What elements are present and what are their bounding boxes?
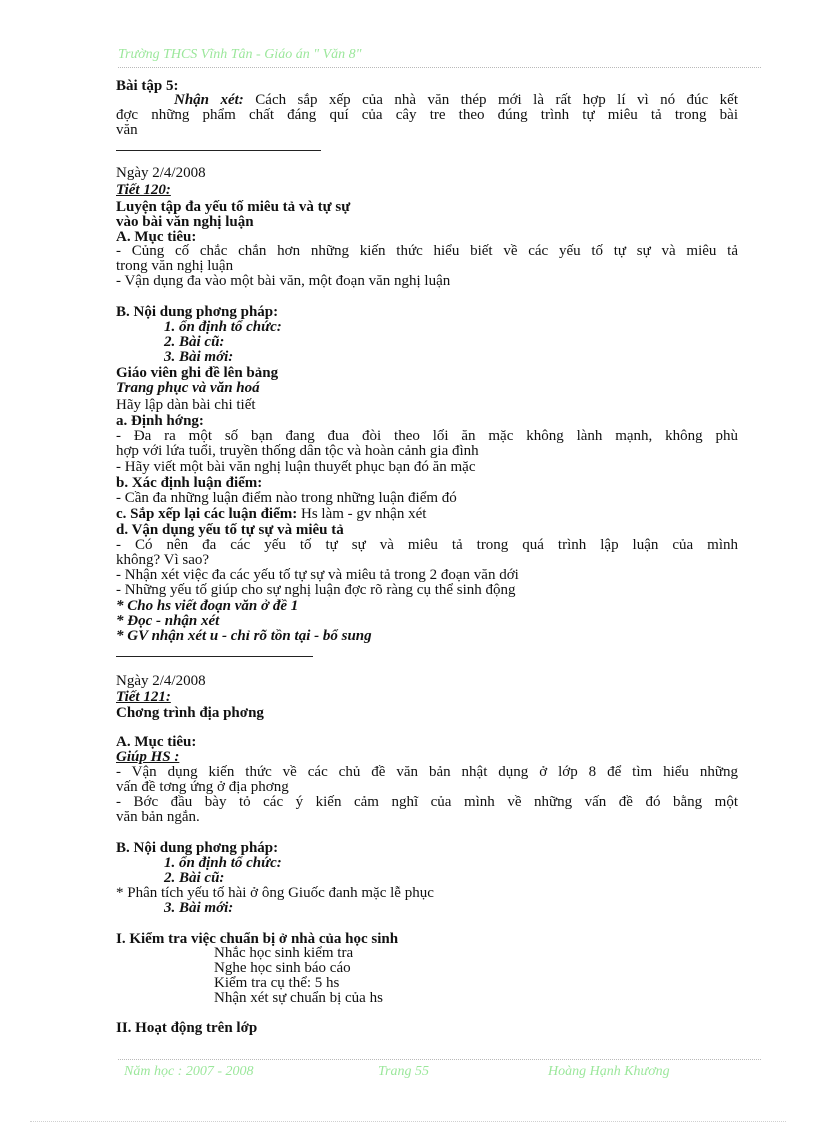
lesson120-apply-heading: d. Vận dụng yếu tố tự sự và miêu tả <box>116 522 344 538</box>
lesson121-check-2: Nghe học sinh báo cáo <box>214 960 351 976</box>
lesson120-apply-2: không? Vì sao? <box>116 552 210 568</box>
comment-line-1 <box>116 93 738 108</box>
lesson120-objective-1b: trong văn nghị luận <box>116 258 234 274</box>
lesson120-topic: Trang phục và văn hoá <box>116 380 260 396</box>
footer-author: Hoàng Hạnh Khương <box>548 1064 670 1079</box>
lesson121-analysis: * Phân tích yếu tố hài ở ông Giuốc đanh mặc lễ phục <box>116 885 434 901</box>
comment-line-3: văn <box>116 122 138 138</box>
lesson121-check-3: Kiểm tra cụ thể: 5 hs <box>214 975 340 991</box>
lesson120-arrange-heading: c. Sắp xếp lại các luận điểm: <box>116 506 298 522</box>
footer-rule <box>118 1059 761 1060</box>
lesson120-arrange-text: Hs làm - gv nhận xét <box>297 506 427 522</box>
page-header: Trường THCS Vĩnh Tân - Giáo án " Văn 8" <box>118 47 362 62</box>
lesson121-objectives-heading: A. Mục tiêu: <box>116 734 197 750</box>
exercise-title: Bài tập 5: <box>116 78 179 94</box>
lesson121-obj-1b: vấn đề tơng ứng ở địa phơng <box>116 779 289 795</box>
comment-text: Cách sắp xếp của nhà văn thép mới là rất hợp lí vì nó đúc kết <box>243 92 738 108</box>
lesson120-apply-1: - Có nên đa các yếu tố tự sự và miêu tả trong quá trình lập luận của mình <box>116 537 738 553</box>
lesson121-content-heading: B. Nội dung phơng pháp: <box>116 840 279 856</box>
lesson121-date: Ngày 2/4/2008 <box>116 673 206 689</box>
lesson120-orientation-3: - Hãy viết một bài văn nghị luận thuyết phục bạn đó ăn mặc <box>116 459 476 475</box>
lesson121-title: Chơng trình địa phơng <box>116 705 264 721</box>
footer-year: Năm học : 2007 - 2008 <box>124 1064 254 1079</box>
comment-label: Nhận xét: <box>174 92 244 108</box>
lesson120-orientation-2: hợp với lứa tuổi, truyền thống dân tộc và hoàn cảnh gia đình <box>116 443 479 459</box>
comment-line-2: đợc những phẩm chất đáng quí của cây tre theo đúng trình tự miêu tả trong bài <box>116 107 738 123</box>
lesson120-step-1: 1. ổn định tổ chức: <box>164 319 282 335</box>
lesson120-arrange <box>116 507 426 522</box>
lesson121-obj-1a: - Vận dụng kiến thức về các chủ đề văn bản nhật dụng ở lớp 8 để tìm hiểu những <box>116 764 738 780</box>
lesson121-step-1: 1. ổn định tổ chức: <box>164 855 282 871</box>
lesson120-teacher-note: Giáo viên ghi đề lên bảng <box>116 365 279 381</box>
lesson120-star-1: * Cho hs viết đoạn văn ở đề 1 <box>116 598 299 614</box>
lesson120-star-3: * GV nhận xét u - chỉ rõ tồn tại - bổ sung <box>116 628 372 644</box>
lesson120-outline: Hãy lập dàn bài chi tiết <box>116 397 256 413</box>
lesson120-period: Tiết 120: <box>116 182 171 198</box>
lesson121-check-heading: I. Kiểm tra việc chuẩn bị ở nhà của học sinh <box>116 931 399 947</box>
page-bottom-dots <box>30 1121 786 1122</box>
lesson121-check-4: Nhận xét sự chuẩn bị của hs <box>214 990 383 1006</box>
lesson121-activity-heading: II. Hoạt động trên lớp <box>116 1020 258 1036</box>
lesson120-apply-3: - Nhận xét việc đa các yếu tố tự sự và miêu tả trong 2 đoạn văn dới <box>116 567 519 583</box>
lesson121-step-3: 3. Bài mới: <box>164 900 234 916</box>
lesson121-obj-2b: văn bản ngắn. <box>116 809 200 825</box>
lesson120-date: Ngày 2/4/2008 <box>116 165 206 181</box>
lesson120-apply-4: - Những yếu tố giúp cho sự nghị luận đợc rõ ràng cụ thể sinh động <box>116 582 516 598</box>
lesson120-star-2: * Đọc - nhận xét <box>116 613 220 629</box>
lesson121-step-2: 2. Bài cũ: <box>164 870 225 886</box>
lesson120-objectives-heading: A. Mục tiêu: <box>116 229 197 245</box>
lesson120-step-2: 2. Bài cũ: <box>164 334 225 350</box>
lesson120-title-1: Luyện tập đa yếu tố miêu tả và tự sự <box>116 199 351 215</box>
lesson121-check-1: Nhắc học sinh kiểm tra <box>214 945 354 961</box>
lesson121-help-label: Giúp HS : <box>116 749 180 765</box>
lesson121-period: Tiết 121: <box>116 689 171 705</box>
lesson121-obj-2a: - Bớc đầu bày tỏ các ý kiến cảm nghĩ của mình về những vấn đề đó bằng một <box>116 794 738 810</box>
lesson120-title-2: vào bài văn nghị luận <box>116 214 254 230</box>
lesson120-objective-2: - Vận dụng đa vào một bài văn, một đoạn văn nghị luận <box>116 273 451 289</box>
separator-2 <box>116 656 313 657</box>
lesson120-orientation-heading: a. Định hớng: <box>116 413 204 429</box>
separator-1 <box>116 150 321 151</box>
lesson120-orientation-1: - Đa ra một số bạn đang đua đòi theo lối ăn mặc không lành mạnh, không phù <box>116 428 738 444</box>
lesson120-objective-1a: - Củng cố chắc chắn hơn những kiến thức hiểu biết về các yếu tố tự sự và miêu tả <box>116 243 738 259</box>
header-rule <box>118 67 761 68</box>
lesson120-step-3: 3. Bài mới: <box>164 349 234 365</box>
footer-page: Trang 55 <box>378 1064 429 1079</box>
lesson120-thesis-line: - Cần đa những luận điểm nào trong những luận điểm đó <box>116 490 457 506</box>
lesson120-thesis-heading: b. Xác định luận điểm: <box>116 475 263 491</box>
lesson120-content-heading: B. Nội dung phơng pháp: <box>116 304 279 320</box>
